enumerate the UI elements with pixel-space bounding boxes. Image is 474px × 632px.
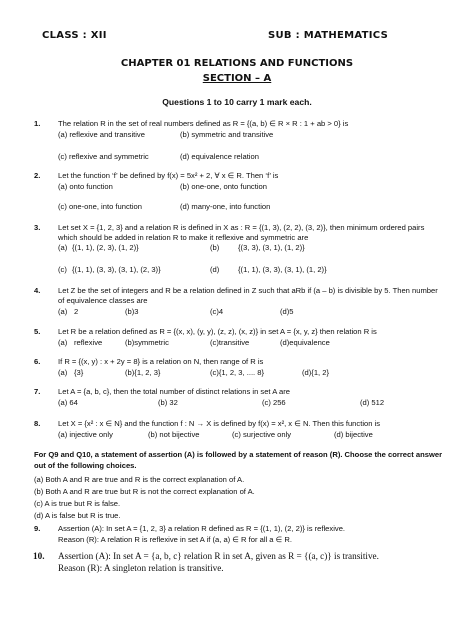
chapter-title: CHAPTER 01 RELATIONS AND FUNCTIONS: [120, 58, 354, 69]
question-text: If R = {(x, y) : x + 2y = 8} is a relation on N, then range of R is: [58, 357, 264, 366]
option-d: {(1, 1), (3, 3), (3, 1), (1, 2)}: [238, 265, 327, 274]
reason-text: Reason (R): A relation R is reflexive in set A if (a, a) ∈ R for all a ∈ R.: [58, 535, 292, 544]
option-c: (c) reflexive and symmetric: [58, 152, 149, 161]
question-text: Let Z be the set of integers and R be a relation defined in Z such that aRb if (a – b) is divisible by 5. Then number: [58, 286, 438, 295]
option-c: (c)4: [210, 307, 224, 316]
question-number: 7.: [34, 387, 41, 396]
option-d: (d) many-one, into function: [180, 202, 271, 211]
option-a: {3}: [74, 368, 84, 377]
option-a-label: (a): [58, 307, 68, 316]
option-c: (c){1, 2, 3, .... 8}: [210, 368, 265, 377]
choice-d-text: (d) A is false but R is true.: [34, 511, 121, 520]
question-number: 3.: [34, 223, 41, 232]
choice-c-text: (c) A is true but R is false.: [34, 499, 121, 508]
option-b: (b)3: [125, 307, 139, 316]
option-b: {(3, 3), (3, 1), (1, 2)}: [238, 243, 305, 252]
question-number: 6.: [34, 357, 41, 366]
question-number: 2.: [34, 171, 41, 180]
option-a-label: (a): [58, 243, 68, 252]
option-b: (b) 32: [158, 398, 178, 407]
option-b: (b) symmetric and transitive: [180, 130, 274, 139]
question-text-line2: which should be added in relation R to make it reflexive and symmetric are: [58, 233, 309, 242]
option-d: (d) bijective: [334, 430, 373, 439]
option-d: (d) 512: [360, 398, 385, 407]
option-a: (a) reflexive and transitive: [58, 130, 145, 139]
option-a-label: (a): [58, 338, 68, 347]
option-a: (a) 64: [58, 398, 78, 407]
question-number: 5.: [34, 327, 41, 336]
option-d: (d)equivalence: [280, 338, 330, 347]
assertion-text: Assertion (A): In set A = {a, b, c} relation R in set A, given as R = {(a, c)} is transitive.: [58, 551, 379, 561]
question-number: 9.: [34, 524, 41, 533]
option-d: (d)5: [280, 307, 294, 316]
section-title: SECTION – A: [202, 73, 272, 84]
option-c: (c) surjective only: [232, 430, 292, 439]
class-label: CLASS : XII: [42, 30, 107, 41]
option-a: (a) onto function: [58, 182, 113, 191]
choice-b-text: (b) Both A and R are true but R is not the correct explanation of A.: [34, 487, 255, 496]
option-b: (b) not bijective: [148, 430, 200, 439]
question-text: The relation R in the set of real numbers defined as R = {(a, b) ∈ R × R : 1 + ab > 0} is: [58, 119, 349, 128]
subject-label: SUB : MATHEMATICS: [268, 30, 389, 41]
option-c: (c) 256: [262, 398, 286, 407]
option-a: 2: [74, 307, 79, 316]
assertion-heading-line2: out of the following choices.: [34, 461, 137, 470]
option-d: (d) equivalence relation: [180, 152, 259, 161]
assertion-text: Assertion (A): In set A = {1, 2, 3} a relation R defined as R = {(1, 1), (2, 2)} is reflexive.: [58, 524, 346, 533]
reason-text: Reason (R): A singleton relation is transitive.: [58, 563, 224, 573]
option-d: (d){1, 2}: [302, 368, 330, 377]
option-b: (b)symmetric: [125, 338, 169, 347]
question-number: 10.: [33, 551, 45, 561]
assertion-heading-line1: For Q9 and Q10, a statement of assertion (A) is followed by a statement of reason (R). Choose the correct answer: [34, 450, 443, 459]
option-c-label: (c): [58, 265, 67, 274]
question-text: Let the function ‘f’ be defined by f(x) = 5x² + 2, ∀ x ∈ R. Then ‘f’ is: [58, 171, 279, 180]
option-c: {(1, 1), (3, 3), (3, 1), (2, 3)}: [72, 265, 161, 274]
option-a: {(1, 1), (2, 3), (1, 2)}: [72, 243, 139, 252]
option-b-label: (b): [210, 243, 220, 252]
question-number: 4.: [34, 286, 41, 295]
option-b: (b) one-one, onto function: [180, 182, 267, 191]
question-text-line2: of equivalence classes are: [58, 296, 148, 305]
question-number: 1.: [34, 119, 41, 128]
option-a-label: (a): [58, 368, 68, 377]
question-text: Let R be a relation defined as R = {(x, x), (y, y), (z, z), (x, z)} in set A = {x, y, z} then relation R is: [58, 327, 377, 336]
option-a: reflexive: [74, 338, 103, 347]
question-number: 8.: [34, 419, 41, 428]
option-c: (c) one-one, into function: [58, 202, 143, 211]
option-c: (c)transitive: [210, 338, 250, 347]
option-b: (b){1, 2, 3}: [125, 368, 161, 377]
question-text: Let A = {a, b, c}, then the total number of distinct relations in set A are: [58, 387, 290, 396]
option-a: (a) injective only: [58, 430, 113, 439]
question-text: Let set X = {1, 2, 3} and a relation R is defined in X as : R = {(1, 3), (2, 2), (3, 2)}, then minimum ordered pairs: [58, 223, 425, 232]
choice-a-text: (a) Both A and R are true and R is the correct explanation of A.: [34, 475, 245, 484]
instruction: Questions 1 to 10 carry 1 mark each.: [162, 97, 312, 107]
question-text: Let X = {x² : x ∈ N} and the function f : N → X is defined by f(x) = x², x ∈ N. Then this function is: [58, 419, 381, 428]
option-d-label: (d): [210, 265, 220, 274]
